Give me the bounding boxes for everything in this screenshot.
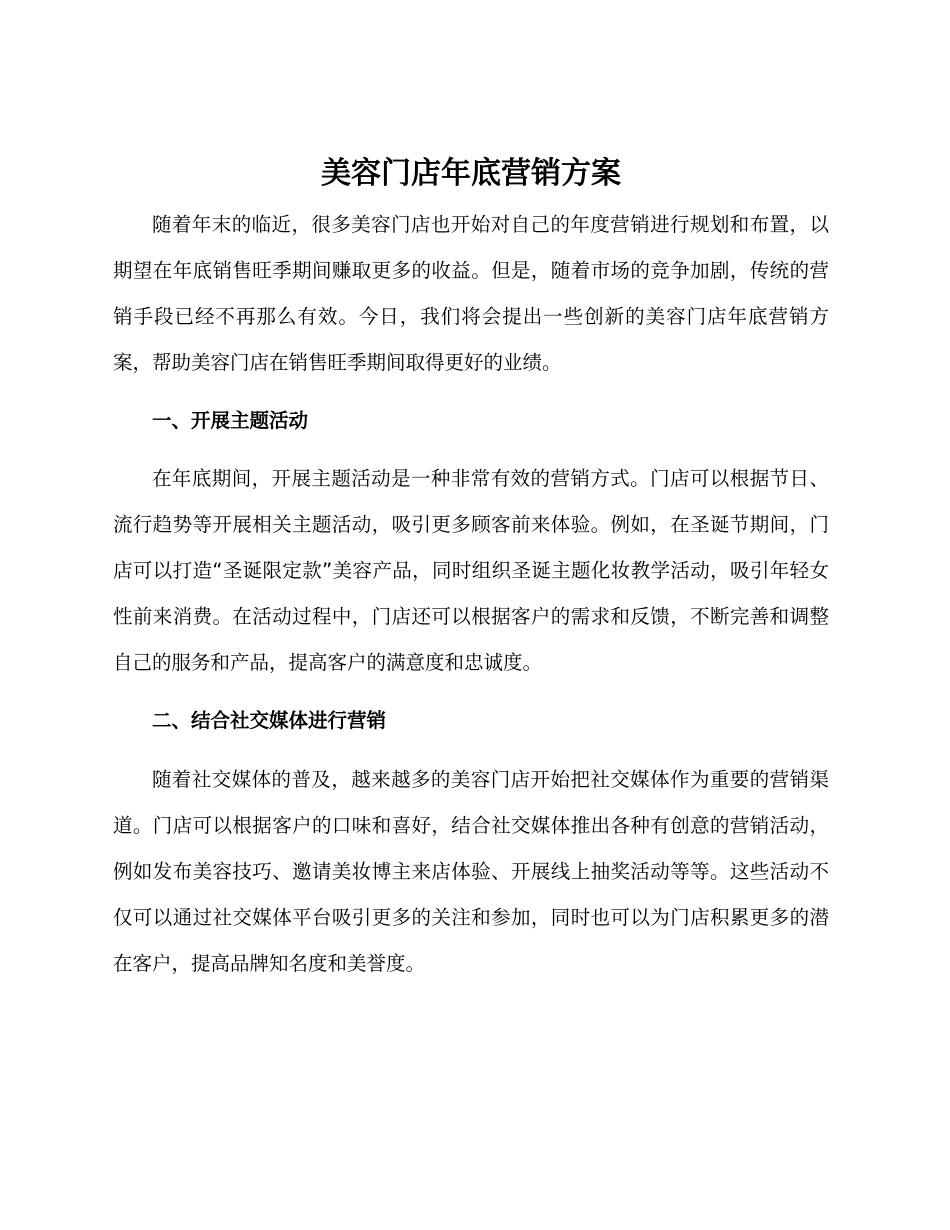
section-body-social-media: 随着社交媒体的普及，越来越多的美容门店开始把社交媒体作为重要的营销渠道。门店可以根据客户的口味和喜好，结合社交媒体推出各种有创意的营销活动，例如发布美容技巧、邀请美妆博主来店体验、开展线上抽奖活动等等。这些活动不仅可以通过社交媒体平台吸引更多的关注和参加，同时也可以为门店积累更多的潜在客户，提高品牌知名度和美誉度。 (113, 768, 829, 975)
section-heading-social-media: 二、结合社交媒体进行营销 (152, 709, 387, 732)
intro-paragraph: 随着年末的临近，很多美容门店也开始对自己的年度营销进行规划和布置，以期望在年底销售旺季期间赚取更多的收益。但是，随着市场的竞争加剧，传统的营销手段已经不再那么有效。今日，我们将会提出一些创新的美容门店年底营销方案，帮助美容门店在销售旺季期间取得更好的业绩。 (113, 213, 829, 374)
section-heading-themed-events: 一、开展主题活动 (152, 409, 309, 432)
document-title: 美容门店年底营销方案 (321, 156, 621, 191)
document-page (113, 148, 829, 987)
section-body-themed-events: 在年底期间，开展主题活动是一种非常有效的营销方式。门店可以根据节日、流行趋势等开展相关主题活动，吸引更多顾客前来体验。例如，在圣诞节期间，门店可以打造“圣诞限定款”美容产品，同时组织圣诞主题化妆教学活动，吸引年轻女性前来消费。在活动过程中，门店还可以根据客户的需求和反馈，不断完善和调整自己的服务和产品，提高客户的满意度和忠诚度。 (113, 467, 829, 674)
